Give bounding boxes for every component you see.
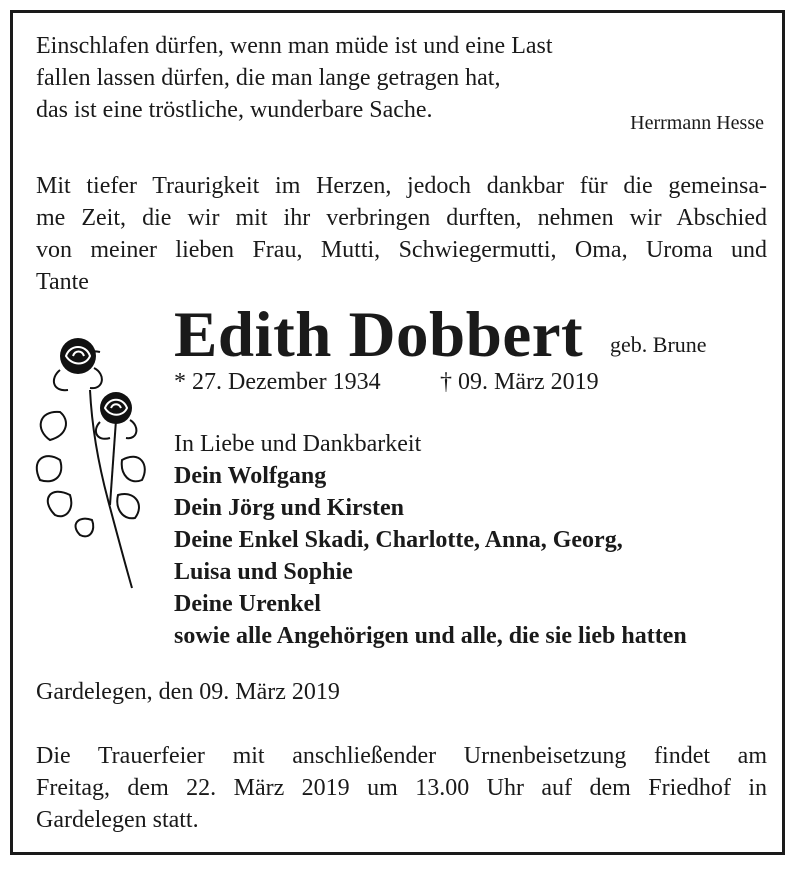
family-line-5: Deine Urenkel [174,591,321,617]
intro-line-4: Tante [36,269,89,295]
intro-line-2: me Zeit, die wir mit ihr verbringen durften, nehmen wir Abschied [36,205,767,231]
deceased-name: Edith Dobbert [174,299,584,371]
poem-author: Herrmann Hesse [630,112,764,134]
rose-illustration-icon [30,330,155,592]
place-date: Gardelegen, den 09. März 2019 [36,679,340,705]
family-heading: In Liebe und Dankbarkeit [174,431,422,457]
death-date: † 09. März 2019 [440,369,599,395]
intro-line-3: von meiner lieben Frau, Mutti, Schwiegermutti, Oma, Uroma und [36,237,767,263]
family-line-3: Deine Enkel Skadi, Charlotte, Anna, Georg, [174,527,623,553]
poem-quote [36,30,553,126]
service-line-1: Die Trauerfeier mit anschließender Urnenbeisetzung findet am [36,743,767,769]
birth-date: * 27. Dezember 1934 [174,369,381,395]
poem-line-2: fallen lassen dürfen, die man lange getragen hat, [36,65,501,91]
funeral-service-info [36,740,767,836]
poem-line-1: Einschlafen dürfen, wenn man müde ist und eine Last [36,33,553,59]
intro-line-1: Mit tiefer Traurigkeit im Herzen, jedoch dankbar für die gemeinsa- [36,173,767,199]
intro-text [36,170,767,298]
family-signatures [174,428,687,652]
family-line-6: sowie alle Angehörigen und alle, die sie lieb hatten [174,623,687,649]
service-line-2: Freitag, dem 22. März 2019 um 13.00 Uhr auf dem Friedhof in [36,775,767,801]
service-line-3: Gardelegen statt. [36,807,199,833]
family-line-2: Dein Jörg und Kirsten [174,495,405,521]
maiden-name: geb. Brune [610,332,707,357]
family-line-4: Luisa und Sophie [174,559,353,585]
family-line-1: Dein Wolfgang [174,463,327,489]
poem-line-3: das ist eine tröstliche, wunderbare Sache. [36,97,433,123]
